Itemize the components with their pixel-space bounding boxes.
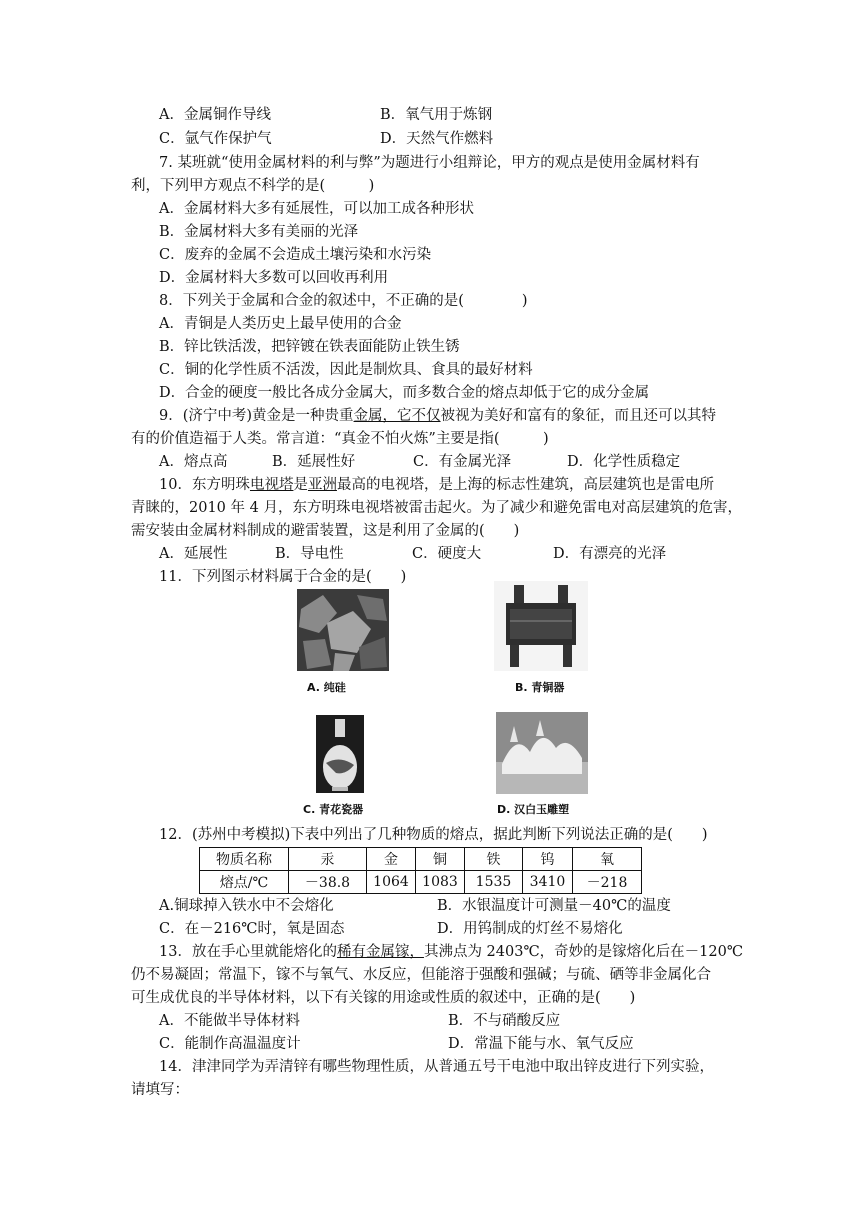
q12-option-b: B．水银温度计可测量－40℃的温度 [437,898,671,914]
q11-caption-d: D. 汉白玉雕塑 [497,803,570,816]
q7-option-a: A．金属材料大多有延展性，可以加工成各种形状 [159,201,474,217]
melting-point-table [199,847,642,894]
q9-stem-text-end: 被视为美好和富有的象征，而且还可以其特 [440,408,717,424]
q8-option-b: B．锌比铁活泼，把锌镀在铁表面能防止铁生锈 [159,339,460,355]
q9-stem-line2: 有的价值造福于人类。常言道：“真金不怕火炼”主要是指( ) [131,431,549,447]
q7-stem-line1: 7. 某班就“使用金属材料的利与弊”为题进行小组辩论，甲方的观点是使用金属材料有 [159,155,700,171]
q12-stem: 12．(苏州中考模拟)下表中列出了几种物质的熔点，据此判断下列说法正确的是( ) [159,827,708,843]
table-cell: 汞 [289,848,367,871]
q13-option-c: C．能制作高温温度计 [159,1036,301,1052]
bronze-vessel-image [494,581,588,671]
q7-option-c: C．废弃的金属不会造成土壤污染和水污染 [159,247,432,263]
q10-stem-line2: 青睐的，2010 年 4 月，东方明珠电视塔被雷击起火。为了减少和避免雷电对高层建筑的危害， [131,500,742,516]
q13-option-d: D．常温下能与水、氧气反应 [448,1036,634,1052]
q9-option-c: C．有金属光泽 [413,454,512,470]
q10-option-c: C．硬度大 [412,546,482,562]
table-cell: 铁 [465,848,523,871]
q10-stem-text-end: 最高的电视塔，是上海的标志性建筑，高层建筑也是雷电所 [336,477,714,493]
table-cell: 1083 [416,871,465,894]
q10-underlined-tower: 电视塔 [249,477,294,493]
q12-option-a: A.铜球掉入铁水中不会熔化 [159,898,334,914]
q10-underlined-asia: 亚洲 [307,477,337,493]
q13-stem-line1 [159,941,743,963]
q13-stem-text: 13．放在手心里就能熔化的 [159,944,337,960]
q11-caption-b: B. 青铜器 [515,681,565,694]
q10-stem-mid: 是 [293,477,308,493]
white-jade-sculpture-image [496,712,588,794]
q13-stem-text-end: 其沸点为 2403℃，奇妙的是镓熔化后在－120℃ [423,944,744,960]
q14-stem-line1: 14．津津同学为弄清锌有哪些物理性质，从普通五号干电池中取出锌皮进行下列实验， [159,1059,714,1075]
table-cell: 钨 [523,848,573,871]
q10-stem-text: 10．东方明珠 [159,477,250,493]
pure-silicon-image [297,589,389,671]
table-cell: 3410 [523,871,573,894]
table-cell: 铜 [416,848,465,871]
q9-option-b: B．延展性好 [272,454,356,470]
q7-option-d: D．金属材料大多数可以回收再利用 [159,270,389,286]
table-row [200,848,642,871]
table-cell: 物质名称 [200,848,289,871]
q8-option-a: A．青铜是人类历史上最早使用的合金 [159,316,402,332]
q13-stem-line2: 仍不易凝固；常温下，镓不与氧气、水反应，但能溶于强酸和强碱；与硫、硒等非金属化合 [131,967,711,983]
q11-stem: 11．下列图示材料属于合金的是( ) [159,569,407,585]
q11-caption-c: C. 青花瓷器 [303,803,364,816]
q10-option-d: D．有漂亮的光泽 [553,546,667,562]
table-cell: 1535 [465,871,523,894]
q6-option-a: A．金属铜作导线 [159,107,271,123]
table-cell: 氧 [573,848,642,871]
table-cell: －38.8 [289,871,367,894]
q13-stem-line3: 可生成优良的半导体材料，以下有关镓的用途或性质的叙述中，正确的是( ) [131,990,636,1006]
q7-stem-line2: 利，下列甲方观点不科学的是( ) [131,178,375,194]
q10-stem-line1 [159,474,714,496]
q11-caption-a: A. 纯硅 [307,681,346,694]
q13-underlined-text: 稀有金属镓， [336,944,424,960]
q7-option-b: B．金属材料大多有美丽的光泽 [159,224,359,240]
table-cell: 熔点/℃ [200,871,289,894]
q6-option-c: C．氩气作保护气 [159,131,272,147]
q9-stem-line1 [159,405,716,427]
q10-option-a: A．延展性 [159,546,228,562]
q10-option-b: B．导电性 [275,546,344,562]
q9-option-a: A．熔点高 [159,454,228,470]
table-cell: －218 [573,871,642,894]
table-cell: 1064 [367,871,416,894]
q8-option-c: C．铜的化学性质不活泼，因此是制炊具、食具的最好材料 [159,362,533,378]
q9-option-d: D．化学性质稳定 [567,454,681,470]
table-row [200,871,642,894]
q9-stem-text: 9．(济宁中考)黄金是一种贵重 [159,408,354,424]
q10-stem-line3: 需安装由金属材料制成的避雷装置，这是利用了金属的( ) [131,523,520,539]
q13-option-b: B．不与硝酸反应 [448,1013,561,1029]
q9-underlined-text: 金属，它不仅 [353,408,441,424]
q6-option-d: D．天然气作燃料 [380,131,494,147]
q6-option-b: B．氧气用于炼钢 [380,107,493,123]
q8-stem: 8．下列关于金属和合金的叙述中，不正确的是( ) [159,293,528,309]
table-cell: 金 [367,848,416,871]
q12-option-d: D．用钨制成的灯丝不易熔化 [437,921,623,937]
porcelain-vase-image [316,715,364,793]
q14-stem-line2: 请填写： [131,1082,189,1098]
q8-option-d: D．合金的硬度一般比各成分金属大，而多数合金的熔点却低于它的成分金属 [159,385,650,401]
q13-option-a: A．不能做半导体材料 [159,1013,300,1029]
q12-option-c: C．在－216℃时，氧是固态 [159,921,345,937]
